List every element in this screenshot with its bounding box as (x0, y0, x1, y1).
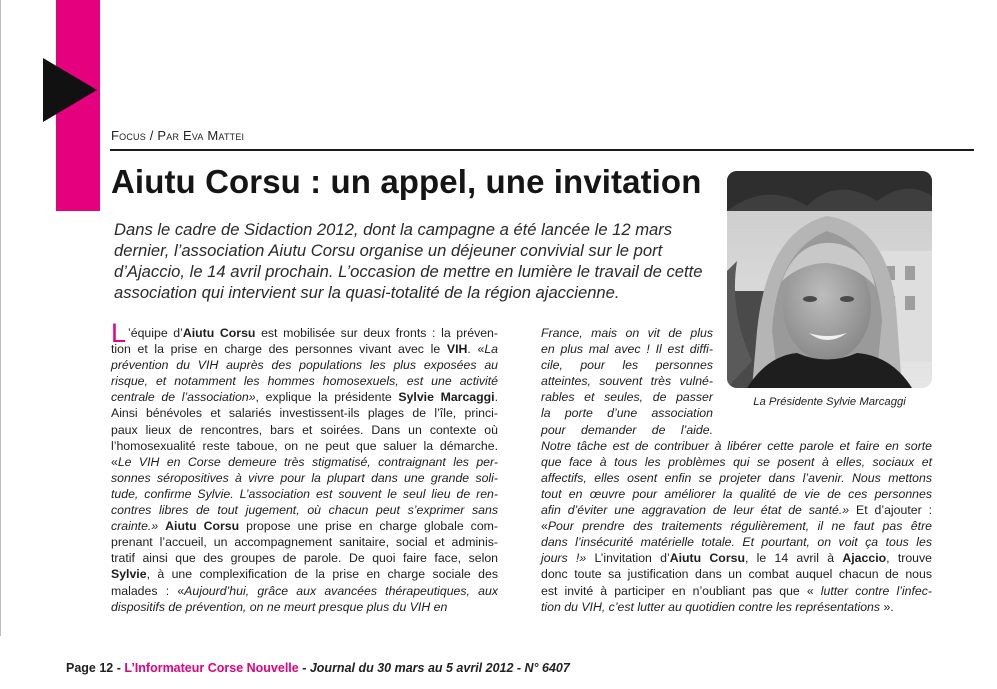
body-text: tion et la prise en charge des personnes vivant avec le (111, 342, 447, 357)
quote-text: La (484, 342, 498, 357)
text-line (111, 550, 498, 566)
text-line (111, 454, 498, 470)
text-line (541, 341, 713, 357)
text-line (541, 325, 713, 341)
page-number: Page 12 (66, 661, 114, 675)
play-triangle-icon (43, 58, 97, 122)
quote-text: centrale de l’association» (111, 390, 256, 405)
quote-text: Le VIH en Corse demeure très stigmatisé, contraignant les per- (117, 454, 498, 469)
quote-text: Pour prendre des traitements régulièrement, il ne faut pas être (547, 519, 932, 534)
body-text: Ainsi bénévoles et salariés investissent-ils plages de l’île, princi- (111, 406, 498, 421)
bold-text: Aiutu Corsu (165, 519, 240, 534)
text-line (541, 470, 932, 486)
quote-text: atteintes, souvent très vulné- (541, 374, 713, 389)
text-line (541, 357, 713, 373)
body-text: , à une complexification de la prise en charge sociale des (146, 567, 498, 582)
text-line (111, 566, 498, 582)
body-text: . (494, 390, 498, 405)
text-line (541, 486, 932, 502)
text-line (541, 405, 713, 421)
photo-caption: La Présidente Sylvie Marcaggi (753, 396, 906, 408)
footer-separator: - (298, 661, 310, 675)
quote-text: lutter contre l’infec- (820, 583, 932, 598)
text-line (111, 422, 498, 438)
text-line (541, 599, 932, 615)
text-line (541, 583, 932, 599)
quote-text: France, mais on vit de plus (541, 326, 713, 340)
body-text: tratif ainsi que des groupes de parole. De quoi faire face, selon (111, 551, 498, 566)
quote-text: que face à tous les problèmes qui se posent à elles, sociaux et (541, 454, 932, 469)
text-line (541, 438, 932, 454)
footer-separator: - (113, 661, 125, 675)
body-text: Et d’ajouter : (849, 503, 932, 518)
article-lead: Dans le cadre de Sidaction 2012, dont la campagne a été lancée le 12 mars dernier, l’association Aiutu Corsu organise un déjeuner convivial sur le port d’Ajaccio, le 14 avril prochain. L’occasion de mettre en lumière le travail de cette association qui intervient sur la quasi-totalité de la région ajaccienne. (114, 220, 703, 302)
quote-text: la porte d’une association (541, 406, 713, 421)
body-text: « (111, 454, 118, 469)
text-line (541, 566, 932, 582)
quote-text: tout en œuvre pour améliorer la qualité de vie de ces personnes (541, 486, 932, 501)
body-text: propose une prise en charge globale com- (239, 519, 498, 534)
body-column-2 (541, 325, 932, 615)
text-line (111, 318, 498, 348)
drop-cap: L (111, 318, 127, 348)
section-label: Focus / Par Eva Mattei (111, 128, 245, 143)
issue-info: Journal du 30 mars au 5 avril 2012 - N° 6407 (309, 661, 570, 675)
body-text: . « (467, 342, 485, 357)
text-line (111, 486, 498, 502)
quote-text: Aujourd’hui, grâce aux avancées thérapeutiques, aux (184, 583, 498, 598)
text-line (541, 454, 932, 470)
quote-text: risque, et notamment les hommes homosexuels, est une activité (111, 374, 498, 389)
body-text: paux lieux de rencontres, bars et soirées. Dans un contexte où (111, 422, 498, 437)
section-divider (110, 149, 974, 151)
quote-text: en plus mal avec ! Il est diffi- (541, 342, 713, 357)
body-text: , trouve (886, 551, 932, 566)
article-title: Aiutu Corsu : un appel, une invitation (111, 163, 702, 200)
quote-text: affectifs, elles osent enfin se projeter dans l’avenir. Nous mettons (541, 470, 932, 485)
body-text: , explique la présidente (255, 390, 399, 405)
quote-text: Notre tâche est de contribuer à libérer cette parole et faire en sorte (541, 438, 932, 453)
text-line (111, 534, 498, 550)
text-line (541, 518, 932, 534)
body-text: prenant l’accueil, un accompagnement sanitaire, social et adminis- (111, 535, 498, 550)
text-line (541, 422, 713, 438)
bold-text: VIH (446, 342, 468, 357)
body-text: donc toute sa justification dans un combat auquel chacun de nous (541, 567, 932, 582)
quote-text: dispositifs de prévention, on ne meurt presque plus du VIH en (111, 599, 448, 614)
text-line (541, 534, 932, 550)
body-text: malades : « (111, 583, 185, 598)
body-text: ’équipe d’ (128, 326, 183, 340)
quote-text: cile, pour les personnes (541, 358, 713, 373)
quote-text: crainte.» (111, 519, 159, 534)
body-column-1 (111, 318, 498, 615)
body-text: est mobilisée sur deux fronts : la préven- (255, 326, 498, 340)
text-line (541, 502, 932, 518)
text-line (111, 341, 498, 357)
quote-text: dans l’insécurité matérielle totale. Et pourtant, on voit ça tous les (541, 535, 932, 550)
quote-text: sonnes séropositives à vivre pour la plupart dans une grande soli- (111, 470, 498, 485)
quote-text: afin d’éviter une aggravation de leur état de santé.» (541, 503, 850, 518)
bold-text: Sylvie (111, 567, 147, 582)
text-line (111, 599, 498, 615)
text-line (541, 373, 713, 389)
quote-text: tion du VIH, c’est lutter au quotidien contre les représentations (541, 599, 881, 614)
quote-text: contres libres de tout jugement, où chacun peut s’exprimer sans (111, 503, 498, 518)
text-line (541, 389, 713, 405)
body-text: L’invitation d’ (586, 551, 670, 566)
quote-text: tude, confirme Sylvie. L’association est souvent le seul lieu de ren- (111, 486, 498, 501)
text-line (541, 550, 932, 566)
text-line (111, 470, 498, 486)
text-line (111, 357, 498, 373)
page-edge-rule (0, 0, 1, 636)
body-text: l’homosexualité reste taboue, on ne peut que saluer la démarche. (111, 438, 498, 453)
quote-text: pour demander de l’aide. (541, 422, 713, 437)
page-footer (66, 661, 570, 675)
text-line (111, 389, 498, 405)
body-text: « (541, 519, 548, 534)
bold-text: Aiutu Corsu (669, 551, 745, 566)
bold-text: Ajaccio (842, 551, 887, 566)
bold-text: Aiutu Corsu (182, 326, 256, 340)
publication-name: L’Informateur Corse Nouvelle (124, 661, 299, 675)
quote-text: rables et seules, de passer (541, 390, 713, 405)
body-text: est invité à participer en n’oubliant pas que « (541, 583, 821, 598)
body-text: , le 14 avril à (744, 551, 843, 566)
quote-text: jours !» (541, 551, 587, 566)
quote-text: prévention du VIH auprès des populations les plus exposées au (111, 358, 498, 373)
text-line (111, 405, 498, 421)
bold-text: Sylvie Marcaggi (398, 390, 495, 405)
text-line (111, 502, 498, 518)
text-line (111, 438, 498, 454)
text-line (111, 518, 498, 534)
text-line (111, 583, 498, 599)
body-text: ». (880, 599, 894, 614)
text-line (111, 373, 498, 389)
